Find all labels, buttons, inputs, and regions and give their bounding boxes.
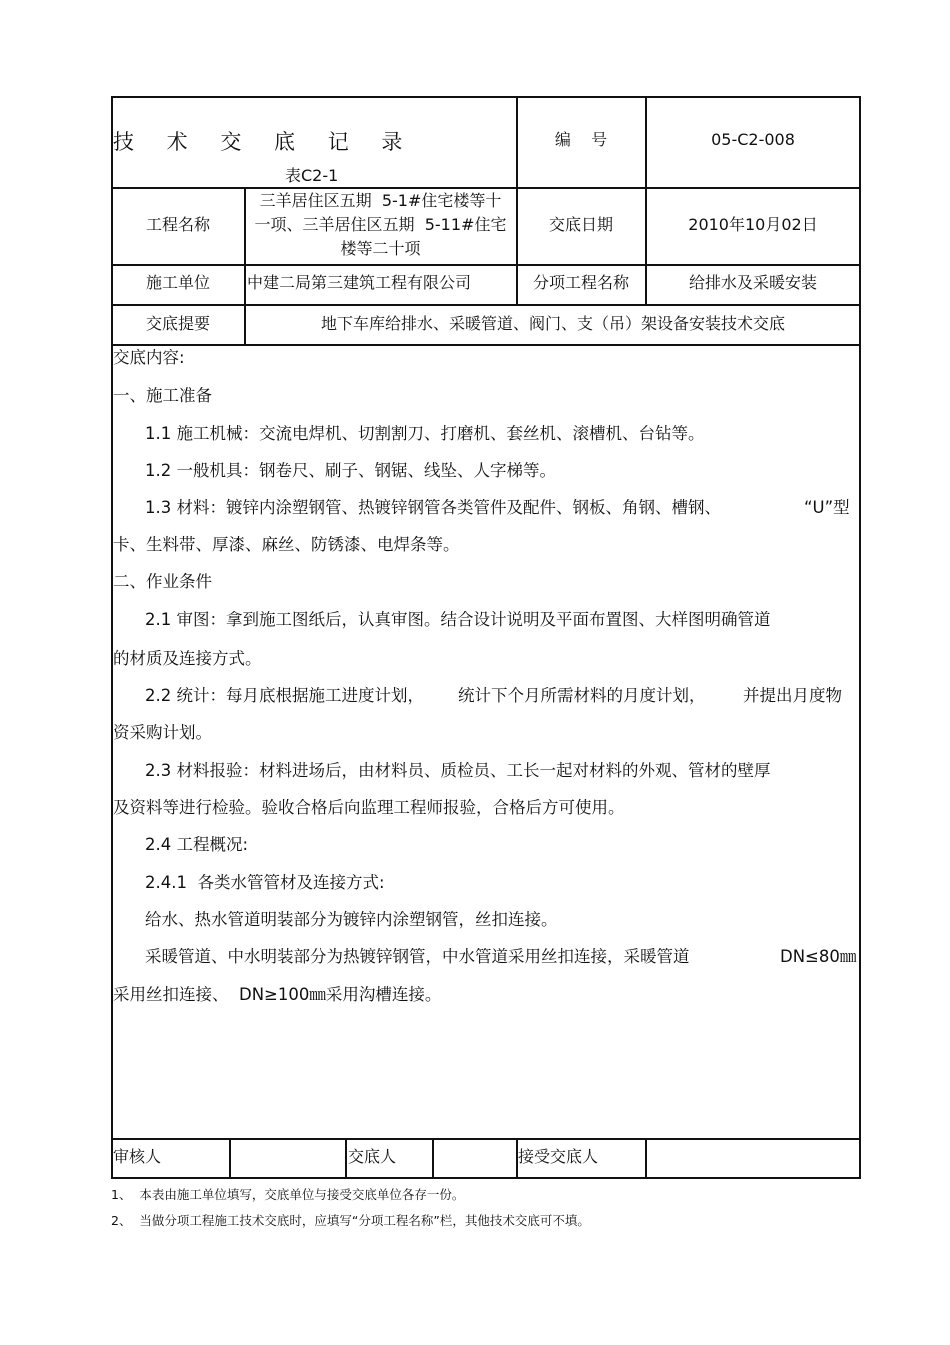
summary-value: 地下车库给排水、采暖管道、阀门、支（吊）架设备安装技术交底 bbox=[320, 314, 785, 333]
content-line: 给水、热水管道明装部分为镀锌内涂塑钢管，丝扣连接。 bbox=[145, 910, 558, 929]
subproject-label: 分项工程名称 bbox=[532, 273, 629, 292]
footnote: 1、 本表由施工单位填写，交底单位与接受交底单位各存一份。 bbox=[111, 1187, 465, 1202]
content-line: 采用丝扣连接、 DN≥100㎜采用沟槽连接。 bbox=[113, 985, 442, 1004]
section-heading: 二、作业条件 bbox=[113, 572, 212, 591]
content-line: 2.4 工程概况: bbox=[145, 835, 249, 854]
content-line: 2.3 材料报验：材料进场后，由材料员、质检员、工长一起对材料的外观、管材的壁厚 bbox=[145, 761, 771, 780]
col-divider bbox=[432, 1138, 434, 1178]
content-line: 采暖管道、中水明装部分为热镀锌钢管，中水管道采用丝扣连接，采暖管道 bbox=[145, 947, 690, 966]
row-divider bbox=[111, 344, 861, 346]
content-line: “U”型 bbox=[804, 498, 850, 517]
footnote: 2、 当做分项工程施工技术交底时，应填写“分项工程名称”栏，其他技术交底可不填。 bbox=[111, 1213, 590, 1228]
content-line: 1.1 施工机械：交流电焊机、切割割刀、打磨机、套丝机、滚槽机、台钻等。 bbox=[145, 424, 705, 443]
project-name-label: 工程名称 bbox=[145, 215, 210, 234]
presenter-label: 交底人 bbox=[348, 1147, 397, 1166]
date-label: 交底日期 bbox=[548, 215, 613, 234]
content-line: DN≤80㎜ bbox=[780, 947, 857, 966]
content-line: 卡、生料带、厚漆、麻丝、防锈漆、电焊条等。 bbox=[113, 535, 460, 554]
content-line: 1.2 一般机具：钢卷尺、刷子、钢锯、线坠、人字梯等。 bbox=[145, 461, 556, 480]
content-line: 统计下个月所需材料的月度计划， bbox=[458, 686, 706, 705]
content-line: 2.1 审图：拿到施工图纸后，认真审图。结合设计说明及平面布置图、大样图明确管道 bbox=[145, 610, 771, 629]
number-value: 05-C2-008 bbox=[711, 130, 795, 149]
row-divider bbox=[111, 304, 861, 306]
receiver-label: 接受交底人 bbox=[518, 1147, 599, 1166]
unit-label: 施工单位 bbox=[145, 273, 210, 292]
unit-value: 中建二局第三建筑工程有限公司 bbox=[247, 273, 472, 292]
content-line: 2.2 统计：每月底根据施工进度计划， bbox=[145, 686, 424, 705]
content-line: 及资料等进行检验。验收合格后向监理工程师报验，合格后方可使用。 bbox=[113, 798, 625, 817]
content-line: 的材质及连接方式。 bbox=[113, 649, 262, 668]
row-divider bbox=[111, 264, 861, 266]
section-heading: 一、施工准备 bbox=[113, 386, 212, 405]
col-divider bbox=[645, 1138, 647, 1178]
content-heading: 交底内容: bbox=[113, 348, 185, 367]
col-divider bbox=[229, 1138, 231, 1178]
form-code: 表C2-1 bbox=[285, 166, 339, 185]
project-name-line: 楼等二十项 bbox=[340, 239, 421, 258]
summary-label: 交底提要 bbox=[145, 314, 210, 333]
number-label: 编 号 bbox=[554, 130, 608, 149]
date-value: 2010年10月02日 bbox=[688, 215, 818, 234]
subproject-value: 给排水及采暖安装 bbox=[688, 273, 817, 292]
row-divider bbox=[111, 187, 861, 189]
content-line: 并提出月度物 bbox=[743, 686, 842, 705]
col-divider bbox=[345, 1138, 347, 1178]
project-name-line: 一项、三羊居住区五期 5-11#住宅 bbox=[254, 215, 507, 234]
reviewer-label: 审核人 bbox=[113, 1147, 162, 1166]
content-line: 2.4.1 各类水管管材及连接方式: bbox=[145, 873, 385, 892]
content-line: 1.3 材料：镀锌内涂塑钢管、热镀锌钢管各类管件及配件、钢板、角钢、槽钢、 bbox=[145, 498, 721, 517]
row-divider bbox=[111, 1138, 861, 1140]
content-line: 资采购计划。 bbox=[113, 723, 212, 742]
form-title: 技 术 交 底 记 录 bbox=[113, 130, 416, 154]
project-name-line: 三羊居住区五期 5-1#住宅楼等十 bbox=[259, 191, 502, 210]
